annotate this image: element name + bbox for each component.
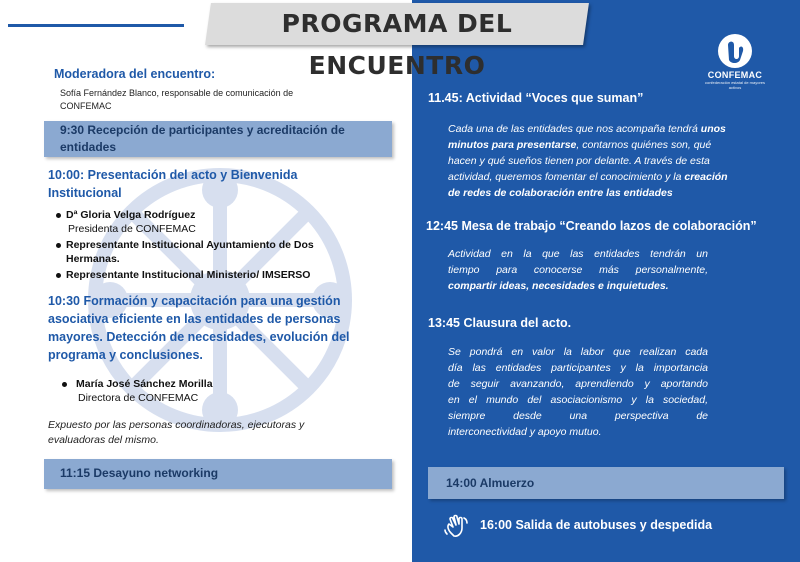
logo-name: CONFEMAC bbox=[707, 70, 763, 80]
speaker-4 bbox=[76, 377, 213, 405]
desc-line: hacen y qué sueños tienen por delante. A través de esta bbox=[448, 155, 710, 167]
presenters-note bbox=[48, 418, 378, 448]
description-1245 bbox=[448, 246, 708, 294]
bullet-icon bbox=[56, 213, 61, 218]
speaker-2 bbox=[66, 238, 314, 266]
desc-line: Se pondrá en valor la labor que realizan cada bbox=[448, 346, 708, 358]
page-title: PROGRAMA DEL ENCUENTRO bbox=[281, 9, 513, 80]
logo-tagline: confederación estatal de mayores activos bbox=[704, 80, 766, 90]
bullet-icon bbox=[56, 243, 61, 248]
speaker-name: Dª Gloria Velga Rodríguez bbox=[66, 209, 196, 221]
speaker-name: María José Sánchez Morilla bbox=[76, 378, 213, 390]
heading-1000 bbox=[48, 166, 388, 202]
desc-line: tiempo para conocerse más personalmente, bbox=[448, 264, 708, 276]
desc-line: compartir ideas, necesidades e inquietudes. bbox=[448, 280, 669, 292]
speaker-role: Presidenta de CONFEMAC bbox=[68, 223, 196, 235]
bullet-icon bbox=[56, 273, 61, 278]
desc-line bbox=[448, 169, 778, 185]
session-0930-text bbox=[60, 122, 390, 156]
moderator-label: Moderadora del encuentro: bbox=[54, 67, 216, 81]
desc-line: Actividad en la que las entidades tendrán un bbox=[448, 248, 708, 260]
heading-1245: 12:45 Mesa de trabajo “Creando lazos de colaboración” bbox=[426, 219, 757, 233]
description-1345 bbox=[448, 344, 708, 440]
note-line: evaluadoras del mismo. bbox=[48, 434, 159, 446]
text-run: , contarnos quiénes son, qué bbox=[576, 139, 712, 151]
speaker-role: Directora de CONFEMAC bbox=[78, 392, 199, 404]
desc-line bbox=[448, 137, 778, 153]
title-rule-left bbox=[8, 24, 184, 27]
desc-line: siempre desde una perspectiva de bbox=[448, 410, 708, 422]
text-run: actividad, queremos fomentar el conocimiento y la bbox=[448, 171, 685, 183]
speaker-line: Representante Institucional Ayuntamiento de Dos bbox=[66, 239, 314, 251]
desc-line: de redes de colaboración entre las entidades bbox=[448, 187, 673, 199]
moderator-desc-line: CONFEMAC bbox=[60, 101, 112, 111]
confemac-logo bbox=[700, 34, 770, 94]
speaker-1 bbox=[66, 208, 196, 236]
bullet-icon bbox=[62, 382, 67, 387]
text-run: minutos para presentarse bbox=[448, 139, 577, 151]
heading-1145: 11.45: Actividad “Voces que suman” bbox=[428, 91, 644, 105]
title-rule-right bbox=[612, 24, 800, 27]
text-run: Cada una de las entidades que nos acompaña tendrá bbox=[448, 123, 701, 135]
desc-line: de seguir avanzando, aprendiendo y aportando bbox=[448, 378, 708, 390]
note-line: Expuesto por las personas coordinadoras, ejecutoras y bbox=[48, 419, 305, 431]
heading-line: programa y conclusiones. bbox=[48, 348, 203, 362]
text-run: unos bbox=[700, 123, 726, 135]
session-1115-text: 11:15 Desayuno networking bbox=[60, 466, 219, 480]
heading-line: 10:00: Presentación del acto y Bienvenida bbox=[48, 168, 298, 182]
heading-1345: 13:45 Clausura del acto. bbox=[428, 316, 572, 330]
desc-line: en el mundo del asociacionismo y la sociedad, bbox=[448, 394, 708, 406]
waving-hand-icon bbox=[444, 513, 470, 539]
heading-line: Institucional bbox=[48, 186, 122, 200]
heading-1030 bbox=[48, 292, 384, 364]
desc-line bbox=[448, 121, 778, 137]
text-run: creación bbox=[684, 171, 728, 183]
description-1145 bbox=[448, 121, 778, 201]
desc-line: interconectividad y apoyo mutuo. bbox=[448, 426, 602, 438]
bar-line: 9:30 Recepción de participantes y acreditación de bbox=[60, 123, 345, 137]
moderator-desc-line: Sofía Fernández Blanco, responsable de comunicación de bbox=[60, 88, 294, 98]
confemac-logo-icon bbox=[718, 34, 752, 68]
heading-line: mayores. Detección de necesidades, evolución del bbox=[48, 330, 350, 344]
session-1400-text: 14:00 Almuerzo bbox=[446, 476, 535, 490]
heading-line: asociativa eficiente en las entidades de personas bbox=[48, 312, 341, 326]
moderator-description bbox=[60, 87, 350, 113]
session-1600-text: 16:00 Salida de autobuses y despedida bbox=[480, 518, 713, 532]
speaker-3: Representante Institucional Ministerio/ IMSERSO bbox=[66, 269, 311, 281]
speaker-line: Hermanas. bbox=[66, 253, 120, 265]
heading-line: 10:30 Formación y capacitación para una gestión bbox=[48, 294, 341, 308]
bar-line: entidades bbox=[60, 140, 117, 154]
desc-line: día las entidades participantes y la importancia bbox=[448, 362, 708, 374]
